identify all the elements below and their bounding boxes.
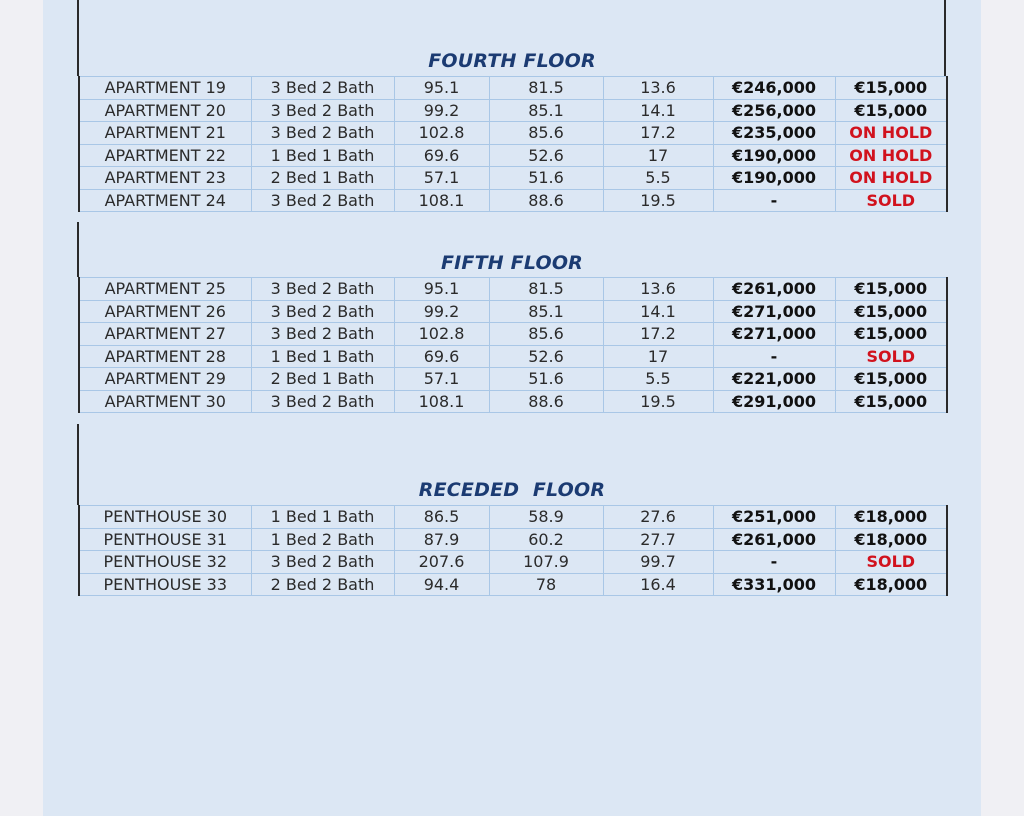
external-area: 17 — [603, 144, 713, 167]
total-area: 95.1 — [394, 278, 489, 301]
unit-name: PENTHOUSE 33 — [79, 573, 251, 596]
unit-name: APARTMENT 22 — [79, 144, 251, 167]
unit-name: APARTMENT 21 — [79, 122, 251, 145]
total-area: 102.8 — [394, 323, 489, 346]
table-row — [79, 345, 947, 368]
unit-price: - — [713, 189, 835, 212]
unit-name: APARTMENT 23 — [79, 167, 251, 190]
floor-heading: FIFTH FLOOR — [440, 252, 584, 274]
unit-type: 1 Bed 1 Bath — [251, 144, 394, 167]
unit-status: €15,000 — [835, 77, 947, 100]
table-row — [79, 189, 947, 212]
unit-name: APARTMENT 28 — [79, 345, 251, 368]
internal-area: 88.6 — [489, 390, 603, 413]
external-area: 14.1 — [603, 300, 713, 323]
unit-price: €271,000 — [713, 300, 835, 323]
table-row — [79, 167, 947, 190]
unit-status: €18,000 — [835, 506, 947, 529]
unit-status: €15,000 — [835, 390, 947, 413]
external-area: 14.1 — [603, 99, 713, 122]
internal-area: 85.1 — [489, 300, 603, 323]
external-area: 5.5 — [603, 167, 713, 190]
total-area: 108.1 — [394, 189, 489, 212]
unit-status: €15,000 — [835, 300, 947, 323]
internal-area: 58.9 — [489, 506, 603, 529]
unit-type: 3 Bed 2 Bath — [251, 390, 394, 413]
unit-price: €190,000 — [713, 144, 835, 167]
external-area: 13.6 — [603, 77, 713, 100]
unit-name: APARTMENT 30 — [79, 390, 251, 413]
external-area: 19.5 — [603, 189, 713, 212]
unit-status: ON HOLD — [835, 122, 947, 145]
table-row — [79, 300, 947, 323]
total-area: 108.1 — [394, 390, 489, 413]
total-area: 87.9 — [394, 528, 489, 551]
table-row — [79, 573, 947, 596]
internal-area: 88.6 — [489, 189, 603, 212]
unit-status: €15,000 — [835, 368, 947, 391]
unit-type: 3 Bed 2 Bath — [251, 77, 394, 100]
table-row — [79, 528, 947, 551]
internal-area: 52.6 — [489, 144, 603, 167]
table-row — [79, 77, 947, 100]
unit-status: ON HOLD — [835, 167, 947, 190]
unit-price: €261,000 — [713, 278, 835, 301]
external-area: 27.7 — [603, 528, 713, 551]
unit-status: SOLD — [835, 189, 947, 212]
internal-area: 51.6 — [489, 368, 603, 391]
total-area: 69.6 — [394, 144, 489, 167]
internal-area: 85.6 — [489, 323, 603, 346]
unit-price: €291,000 — [713, 390, 835, 413]
unit-type: 1 Bed 2 Bath — [251, 528, 394, 551]
table-row — [79, 278, 947, 301]
total-area: 94.4 — [394, 573, 489, 596]
internal-area: 85.1 — [489, 99, 603, 122]
unit-type: 3 Bed 2 Bath — [251, 551, 394, 574]
units-table — [78, 76, 948, 212]
external-area: 17.2 — [603, 323, 713, 346]
internal-area: 60.2 — [489, 528, 603, 551]
total-area: 99.2 — [394, 300, 489, 323]
unit-type: 2 Bed 1 Bath — [251, 368, 394, 391]
internal-area: 78 — [489, 573, 603, 596]
unit-type: 3 Bed 2 Bath — [251, 122, 394, 145]
unit-name: PENTHOUSE 31 — [79, 528, 251, 551]
external-area: 17.2 — [603, 122, 713, 145]
total-area: 57.1 — [394, 167, 489, 190]
unit-price: - — [713, 345, 835, 368]
external-area: 27.6 — [603, 506, 713, 529]
unit-name: PENTHOUSE 32 — [79, 551, 251, 574]
external-area: 19.5 — [603, 390, 713, 413]
external-area: 99.7 — [603, 551, 713, 574]
unit-price: €256,000 — [713, 99, 835, 122]
unit-type: 3 Bed 2 Bath — [251, 99, 394, 122]
total-area: 69.6 — [394, 345, 489, 368]
unit-type: 2 Bed 2 Bath — [251, 573, 394, 596]
unit-status: €18,000 — [835, 573, 947, 596]
table-row — [79, 368, 947, 391]
units-table — [78, 277, 948, 413]
external-area: 13.6 — [603, 278, 713, 301]
unit-type: 3 Bed 2 Bath — [251, 300, 394, 323]
internal-area: 81.5 — [489, 77, 603, 100]
unit-type: 3 Bed 2 Bath — [251, 189, 394, 212]
unit-price: €271,000 — [713, 323, 835, 346]
unit-name: APARTMENT 25 — [79, 278, 251, 301]
unit-name: APARTMENT 29 — [79, 368, 251, 391]
unit-price: €190,000 — [713, 167, 835, 190]
unit-name: APARTMENT 26 — [79, 300, 251, 323]
internal-area: 51.6 — [489, 167, 603, 190]
unit-type: 3 Bed 2 Bath — [251, 323, 394, 346]
unit-status: ON HOLD — [835, 144, 947, 167]
unit-name: APARTMENT 24 — [79, 189, 251, 212]
unit-name: APARTMENT 20 — [79, 99, 251, 122]
internal-area: 81.5 — [489, 278, 603, 301]
table-row — [79, 506, 947, 529]
table-row — [79, 144, 947, 167]
total-area: 95.1 — [394, 77, 489, 100]
unit-status: €15,000 — [835, 323, 947, 346]
unit-price: €221,000 — [713, 368, 835, 391]
external-area: 17 — [603, 345, 713, 368]
total-area: 102.8 — [394, 122, 489, 145]
unit-name: APARTMENT 27 — [79, 323, 251, 346]
internal-area: 52.6 — [489, 345, 603, 368]
table-row — [79, 99, 947, 122]
floor-heading: RECEDED FLOOR — [418, 479, 606, 501]
unit-type: 3 Bed 2 Bath — [251, 278, 394, 301]
unit-status: €18,000 — [835, 528, 947, 551]
table-row — [79, 551, 947, 574]
unit-price: €235,000 — [713, 122, 835, 145]
unit-price: €246,000 — [713, 77, 835, 100]
unit-type: 1 Bed 1 Bath — [251, 506, 394, 529]
unit-price: €251,000 — [713, 506, 835, 529]
unit-type: 1 Bed 1 Bath — [251, 345, 394, 368]
total-area: 86.5 — [394, 506, 489, 529]
total-area: 99.2 — [394, 99, 489, 122]
unit-price: - — [713, 551, 835, 574]
table-row — [79, 122, 947, 145]
internal-area: 85.6 — [489, 122, 603, 145]
table-row — [79, 323, 947, 346]
external-area: 5.5 — [603, 368, 713, 391]
table-row — [79, 390, 947, 413]
unit-status: €15,000 — [835, 99, 947, 122]
unit-status: €15,000 — [835, 278, 947, 301]
floor-heading: FOURTH FLOOR — [428, 50, 596, 72]
unit-type: 2 Bed 1 Bath — [251, 167, 394, 190]
total-area: 207.6 — [394, 551, 489, 574]
total-area: 57.1 — [394, 368, 489, 391]
unit-price: €331,000 — [713, 573, 835, 596]
unit-status: SOLD — [835, 551, 947, 574]
unit-price: €261,000 — [713, 528, 835, 551]
unit-status: SOLD — [835, 345, 947, 368]
internal-area: 107.9 — [489, 551, 603, 574]
unit-name: PENTHOUSE 30 — [79, 506, 251, 529]
unit-name: APARTMENT 19 — [79, 77, 251, 100]
external-area: 16.4 — [603, 573, 713, 596]
units-table — [78, 505, 948, 596]
